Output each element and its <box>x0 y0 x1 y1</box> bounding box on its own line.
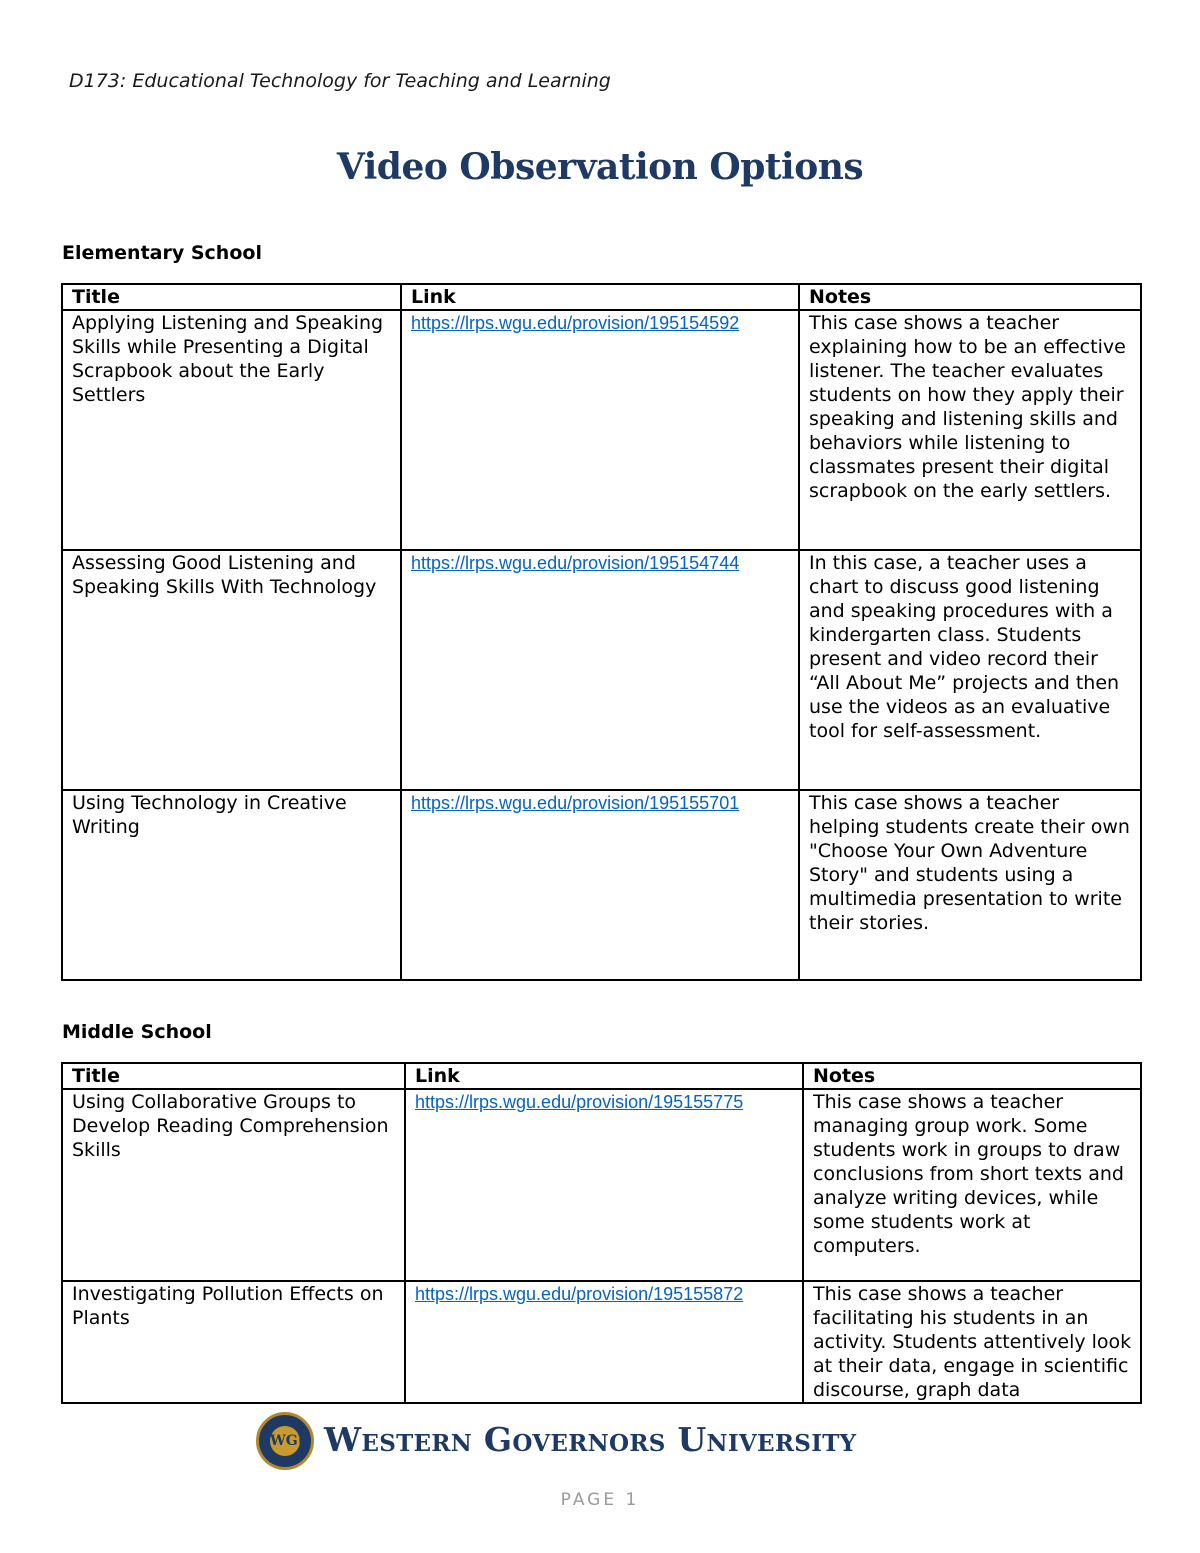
row-title: Applying Listening and Speaking Skills while Presenting a Digital Scrapbook about the Early Settlers <box>62 310 401 550</box>
row-notes: This case shows a teacher managing group work. Some students work in groups to draw conclusions from short texts and analyze writing devices, while some students work at computers. <box>803 1089 1141 1281</box>
video-link[interactable]: https://lrps.wgu.edu/provision/195155775 <box>415 1092 744 1112</box>
row-title: Using Technology in Creative Writing <box>62 790 401 980</box>
column-header-notes: Notes <box>799 284 1141 310</box>
wgu-logo <box>256 1412 916 1474</box>
table-row <box>62 310 1141 550</box>
seal-letters: WGU <box>270 1426 300 1456</box>
table-header-row <box>62 1063 1141 1089</box>
middle-school-table <box>61 1062 1142 1404</box>
video-link[interactable]: https://lrps.wgu.edu/provision/195155701 <box>411 793 740 813</box>
logo-wordmark: Western Governors University <box>324 1420 857 1459</box>
elementary-table <box>61 283 1142 981</box>
row-title: Using Collaborative Groups to Develop Reading Comprehension Skills <box>62 1089 405 1281</box>
column-header-notes: Notes <box>803 1063 1141 1089</box>
page-title: Video Observation Options <box>336 146 864 188</box>
table-row <box>62 550 1141 790</box>
column-header-link: Link <box>405 1063 803 1089</box>
course-header: D173: Educational Technology for Teaching and Learning <box>69 70 611 92</box>
column-header-title: Title <box>62 284 401 310</box>
section-heading-middle: Middle School <box>62 1021 212 1043</box>
table-header-row <box>62 284 1141 310</box>
video-link[interactable]: https://lrps.wgu.edu/provision/195154744 <box>411 553 740 573</box>
row-title: Investigating Pollution Effects on Plants <box>62 1281 405 1403</box>
row-notes: This case shows a teacher helping students create their own "Choose Your Own Adventure Story" and students using a multimedia presentation to write their stories. <box>799 790 1141 980</box>
row-notes: This case shows a teacher explaining how to be an effective listener. The teacher evaluates students on how they apply their speaking and listening skills and behaviors while listening to classmates present their digital scrapbook on the early settlers. <box>799 310 1141 550</box>
table-row <box>62 1089 1141 1281</box>
section-heading-elementary: Elementary School <box>62 242 262 264</box>
video-link[interactable]: https://lrps.wgu.edu/provision/195155872 <box>415 1284 744 1304</box>
page-number: PAGE 1 <box>560 1490 640 1510</box>
wgu-seal-icon <box>256 1412 314 1470</box>
table-row <box>62 1281 1141 1403</box>
table-row <box>62 790 1141 980</box>
column-header-link: Link <box>401 284 799 310</box>
column-header-title: Title <box>62 1063 405 1089</box>
row-notes: This case shows a teacher facilitating his students in an activity. Students attentively look at their data, engage in scientific discourse, graph data <box>803 1281 1141 1403</box>
video-link[interactable]: https://lrps.wgu.edu/provision/195154592 <box>411 313 740 333</box>
row-notes: In this case, a teacher uses a chart to discuss good listening and speaking procedures with a kindergarten class. Students present and video record their “All About Me” projects and then use the videos as an evaluative tool for self-assessment. <box>799 550 1141 790</box>
row-title: Assessing Good Listening and Speaking Skills With Technology <box>62 550 401 790</box>
